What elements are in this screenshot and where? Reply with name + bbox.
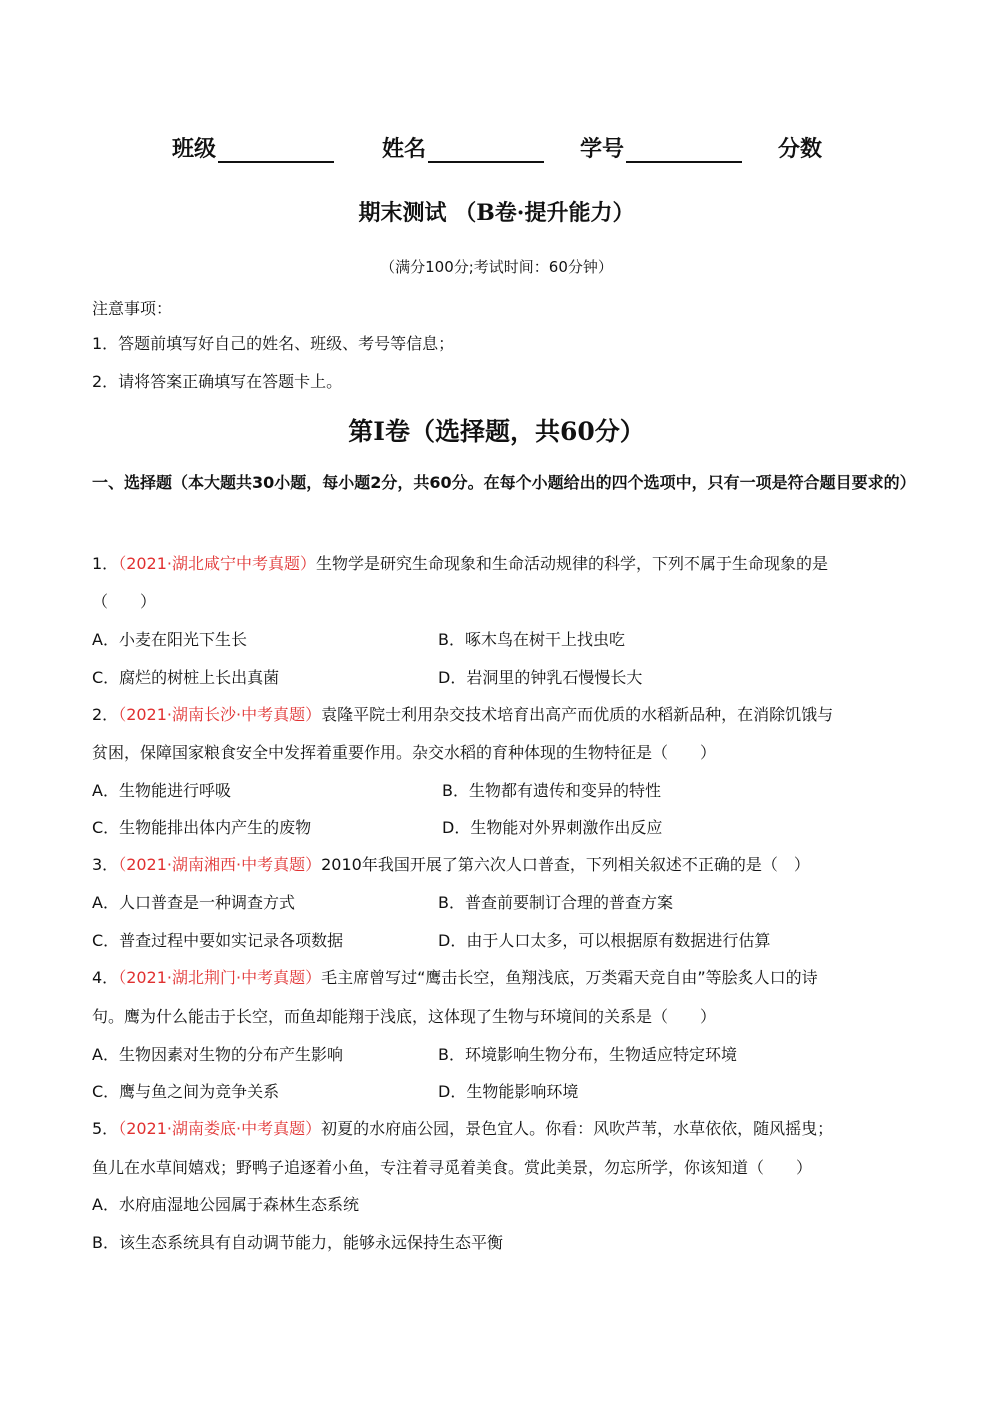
option-a: A．生物能进行呼吸	[92, 781, 231, 800]
exam-subtitle: （满分100分;考试时间：60分钟）	[380, 258, 613, 276]
score-label: 分数	[778, 136, 823, 162]
option-a: A．生物因素对生物的分布产生影响	[92, 1045, 343, 1064]
score-field	[778, 132, 822, 163]
option-c: C．鹰与鱼之间为竞争关系	[92, 1082, 280, 1101]
option-c: C．普查过程中要如实记录各项数据	[92, 931, 344, 950]
question-2-stem	[92, 702, 833, 725]
student-id-blank	[626, 135, 742, 163]
question-5-stem-cont: 鱼儿在水草间嬉戏；野鸭子追逐着小鱼，专注着寻觅着美食。赏此美景，勿忘所学，你该知道（ ）	[92, 1158, 813, 1177]
option-b: B．生物都有遗传和变异的特性	[442, 781, 661, 800]
option-a: A．水府庙湿地公园属于森林生态系统	[92, 1195, 359, 1214]
question-4-stem-cont: 句。鹰为什么能击于长空，而鱼却能翔于浅底，这体现了生物与环境间的关系是（ ）	[92, 1007, 717, 1026]
option-a: A．人口普查是一种调查方式	[92, 893, 295, 912]
question-number: 3．	[92, 855, 119, 874]
question-source: （2021·湖南娄底·中考真题）	[118, 1119, 322, 1138]
question-text: 袁隆平院士利用杂交技术培育出高产而优质的水稻新品种，在消除饥饿与	[321, 705, 834, 724]
question-4-stem	[92, 965, 818, 988]
question-text: 初夏的水府庙公园，景色宜人。你看：风吹芦苇，水草依依，随风摇曳；	[321, 1119, 834, 1138]
class-field	[172, 132, 334, 163]
name-blank	[428, 135, 544, 163]
notes-item: 2．请将答案正确填写在答题卡上。	[92, 372, 343, 391]
student-id-field	[580, 132, 742, 163]
question-1-stem-cont: （ ）	[92, 592, 157, 611]
question-number: 5．	[92, 1119, 119, 1138]
question-5-stem	[92, 1116, 833, 1139]
option-a: A．小麦在阳光下生长	[92, 630, 247, 649]
option-c: C．腐烂的树桩上长出真菌	[92, 668, 280, 687]
student-id-label: 学号	[580, 136, 625, 162]
question-number: 1．	[92, 554, 119, 573]
notes-item: 1．答题前填写好自己的姓名、班级、考号等信息；	[92, 334, 455, 353]
question-text: 毛主席曾写过“鹰击长空，鱼翔浅底，万类霜天竞自由”等脍炙人口的诗	[321, 968, 818, 987]
section-instruction: 一、选择题（本大题共30小题，每小题2分，共60分。在每个小题给出的四个选项中，只有一项是符合题目要求的）	[92, 473, 916, 492]
class-label: 班级	[172, 136, 217, 162]
option-c: C．生物能排出体内产生的废物	[92, 818, 312, 837]
option-b: B．该生态系统具有自动调节能力，能够永远保持生态平衡	[92, 1233, 503, 1252]
option-d: D．生物能对外界刺激作出反应	[442, 818, 663, 837]
question-source: （2021·湖南湘西·中考真题）	[118, 855, 322, 874]
name-label: 姓名	[382, 136, 427, 162]
name-field	[382, 132, 544, 163]
question-text: 生物学是研究生命现象和生命活动规律的科学，下列不属于生命现象的是	[316, 554, 829, 573]
section-title: 第Ⅰ卷（选择题，共60分）	[348, 417, 645, 446]
option-d: D．岩洞里的钟乳石慢慢长大	[438, 668, 643, 687]
question-1-stem	[92, 551, 828, 574]
option-b: B．环境影响生物分布，生物适应特定环境	[438, 1045, 737, 1064]
class-blank	[218, 135, 334, 163]
notes-heading: 注意事项：	[92, 299, 173, 318]
question-number: 2．	[92, 705, 119, 724]
option-d: D．生物能影响环境	[438, 1082, 579, 1101]
student-info-row	[0, 128, 993, 164]
option-d: D．由于人口太多，可以根据原有数据进行估算	[438, 931, 771, 950]
question-number: 4．	[92, 968, 119, 987]
question-source: （2021·湖南长沙·中考真题）	[118, 705, 322, 724]
exam-title: 期末测试 （B卷·提升能力）	[358, 200, 635, 226]
option-b: B．普查前要制订合理的普查方案	[438, 893, 673, 912]
question-source: （2021·湖北荆门·中考真题）	[118, 968, 322, 987]
option-b: B．啄木鸟在树干上找虫吃	[438, 630, 625, 649]
question-2-stem-cont: 贫困，保障国家粮食安全中发挥着重要作用。杂交水稻的育种体现的生物特征是（ ）	[92, 743, 717, 762]
question-3-stem	[92, 852, 810, 875]
question-text: 2010年我国开展了第六次人口普查，下列相关叙述不正确的是（ ）	[321, 855, 810, 874]
question-source: （2021·湖北咸宁中考真题）	[118, 554, 316, 573]
